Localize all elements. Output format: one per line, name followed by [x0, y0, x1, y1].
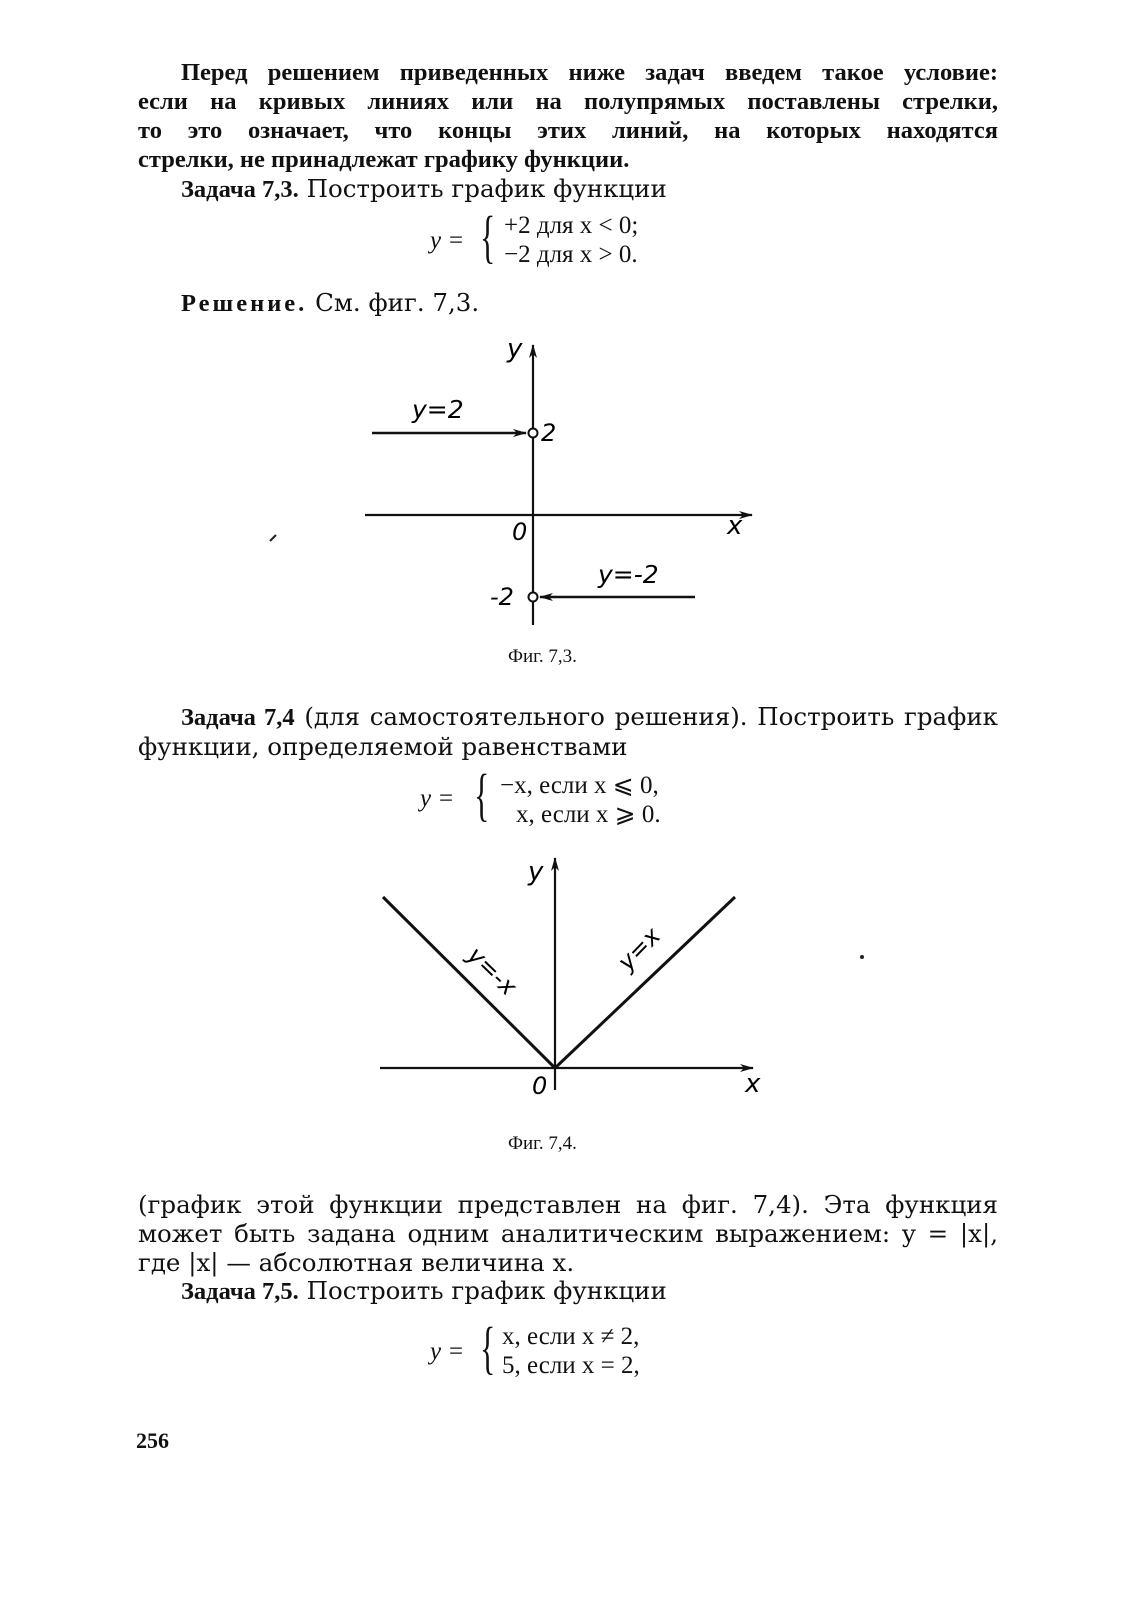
paragraph-line: может быть задана одним аналитическим выражением: y = |x|, [138, 1219, 998, 1248]
y-axis-label: y [507, 334, 523, 364]
formula-case-1: +2 для x < 0; [504, 212, 639, 239]
task-text: (для самостоятельного решения). Построить график [304, 702, 998, 731]
paragraph-line: где |x| — абсолютная величина x. [138, 1248, 575, 1277]
formula-7-5 [430, 1315, 730, 1383]
formula-case-2: 5, если x = 2, [502, 1352, 640, 1379]
intro-line: Перед решением приведенных ниже задач введем такое условие: [181, 59, 998, 86]
origin-label: 0 [532, 1072, 548, 1100]
solution-label: Решение. [181, 290, 308, 317]
tick-label-2: 2 [541, 419, 557, 447]
scan-speck [860, 955, 864, 959]
x-axis-label: x [745, 1069, 761, 1099]
x-axis-label: x [727, 511, 743, 541]
intro-line: стрелки, не принадлежат графику функции. [138, 146, 630, 173]
y-axis-label: y [528, 857, 544, 887]
right-line-label: y=x [612, 921, 667, 977]
task-label: Задача 7,4 [181, 704, 295, 731]
paragraph-line: (график этой функции представлен на фиг. 7,4). Эта функция [138, 1190, 998, 1219]
task-text: Построить график функции [306, 1276, 667, 1305]
task-label: Задача 7,3. [181, 176, 299, 203]
task-text: Построить график функции [306, 174, 667, 203]
task-label: Задача 7,5. [181, 1278, 299, 1305]
line-y-equals-minus-x [383, 897, 555, 1068]
page-number: 256 [136, 1428, 169, 1453]
formula-brace: { [480, 204, 496, 269]
formula-case-1: x, если x ≠ 2, [502, 1323, 640, 1350]
origin-label: 0 [512, 518, 528, 546]
solution-text: См. фиг. 7,3. [315, 288, 480, 317]
formula-lhs: y = [430, 227, 465, 254]
formula-lhs: y = [420, 785, 455, 812]
upper-line-label: y=2 [412, 395, 464, 424]
left-line-label: y=-x [461, 941, 523, 1002]
task-text: функции, определяемой равенствами [138, 732, 628, 761]
figure-7-3-caption: Фиг. 7,3. [508, 646, 577, 667]
formula-case-1: −x, если x ⩽ 0, [500, 772, 659, 799]
intro-line: то это означает, что концы этих линий, на которых находятся [138, 117, 998, 144]
intro-line: если на кривых линиях или на полупрямых поставлены стрелки, [138, 88, 998, 115]
formula-case-2: x, если x ⩾ 0. [516, 801, 661, 828]
task-7-5-statement [138, 1276, 998, 1306]
tick-label-minus-2: -2 [490, 583, 514, 611]
formula-case-2: −2 для x > 0. [504, 241, 638, 268]
formula-brace: { [474, 762, 490, 827]
formula-brace: { [480, 1315, 496, 1380]
after-7-4-paragraph [138, 1190, 998, 1277]
lower-line-label: y=-2 [598, 560, 659, 589]
figure-7-4-caption: Фиг. 7,4. [508, 1133, 577, 1154]
formula-lhs: y = [430, 1338, 465, 1365]
